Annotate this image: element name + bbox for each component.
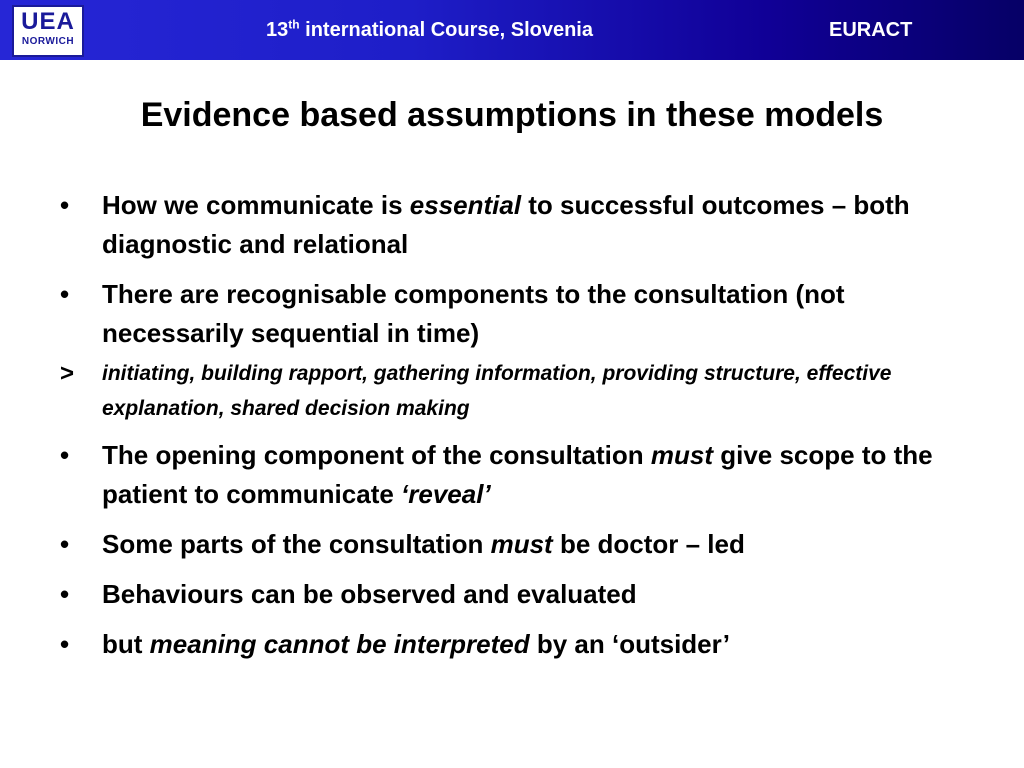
bullet-item xyxy=(60,525,980,564)
sub-point xyxy=(60,356,980,426)
bullet-text: be doctor – led xyxy=(552,529,745,559)
bullet-item xyxy=(60,186,980,264)
bullet-text: by an ‘outsider’ xyxy=(529,629,730,659)
bullet-icon: • xyxy=(60,279,70,309)
bullet-item xyxy=(60,436,980,514)
emphasis-text: meaning cannot be interpreted xyxy=(149,629,530,659)
bullet-list xyxy=(60,186,980,675)
bullet-text: give scope to the patient to communicate xyxy=(102,440,933,509)
course-title xyxy=(266,17,593,43)
bullet-item xyxy=(60,275,980,353)
bullet-text: but xyxy=(102,629,150,659)
slide-header xyxy=(0,0,1024,60)
emphasis-text: must xyxy=(650,440,713,470)
uea-norwich-logo xyxy=(12,5,84,57)
slide-title: Evidence based assumptions in these models xyxy=(140,96,884,134)
emphasis-text: essential xyxy=(409,190,522,220)
organisation-label: EURACT xyxy=(829,19,913,41)
bullet-text: There are recognisable components to the consultation (not necessarily sequential in time) xyxy=(102,279,845,348)
course-ordinal-suffix: th xyxy=(288,17,300,32)
bullet-text: Behaviours can be observed and evaluated xyxy=(102,579,637,609)
bullet-icon: • xyxy=(60,579,70,609)
bullet-icon: • xyxy=(60,440,70,470)
course-title-text: international Course, Slovenia xyxy=(305,19,593,41)
bullet-text: to successful outcomes – both diagnostic and relational xyxy=(102,190,910,259)
bullet-text: The opening component of the consultation xyxy=(102,440,651,470)
bullet-text: How we communicate is xyxy=(102,190,410,220)
emphasis-text: must xyxy=(490,529,553,559)
emphasis-text: ‘reveal’ xyxy=(401,479,491,509)
course-ordinal: 13 xyxy=(266,19,289,41)
logo-main-text: UEA xyxy=(21,8,75,35)
bullet-item xyxy=(60,575,980,614)
bullet-text: Some parts of the consultation xyxy=(102,529,491,559)
bullet-icon: • xyxy=(60,629,70,659)
bullet-icon: • xyxy=(60,190,70,220)
bullet-icon: • xyxy=(60,529,70,559)
logo-sub-text: NORWICH xyxy=(21,36,75,47)
arrow-prefix-icon: > xyxy=(60,360,75,387)
sub-point-text: initiating, building rapport, gathering information, providing structure, effective explanation, shared decision making xyxy=(102,362,892,420)
bullet-item xyxy=(60,625,980,664)
